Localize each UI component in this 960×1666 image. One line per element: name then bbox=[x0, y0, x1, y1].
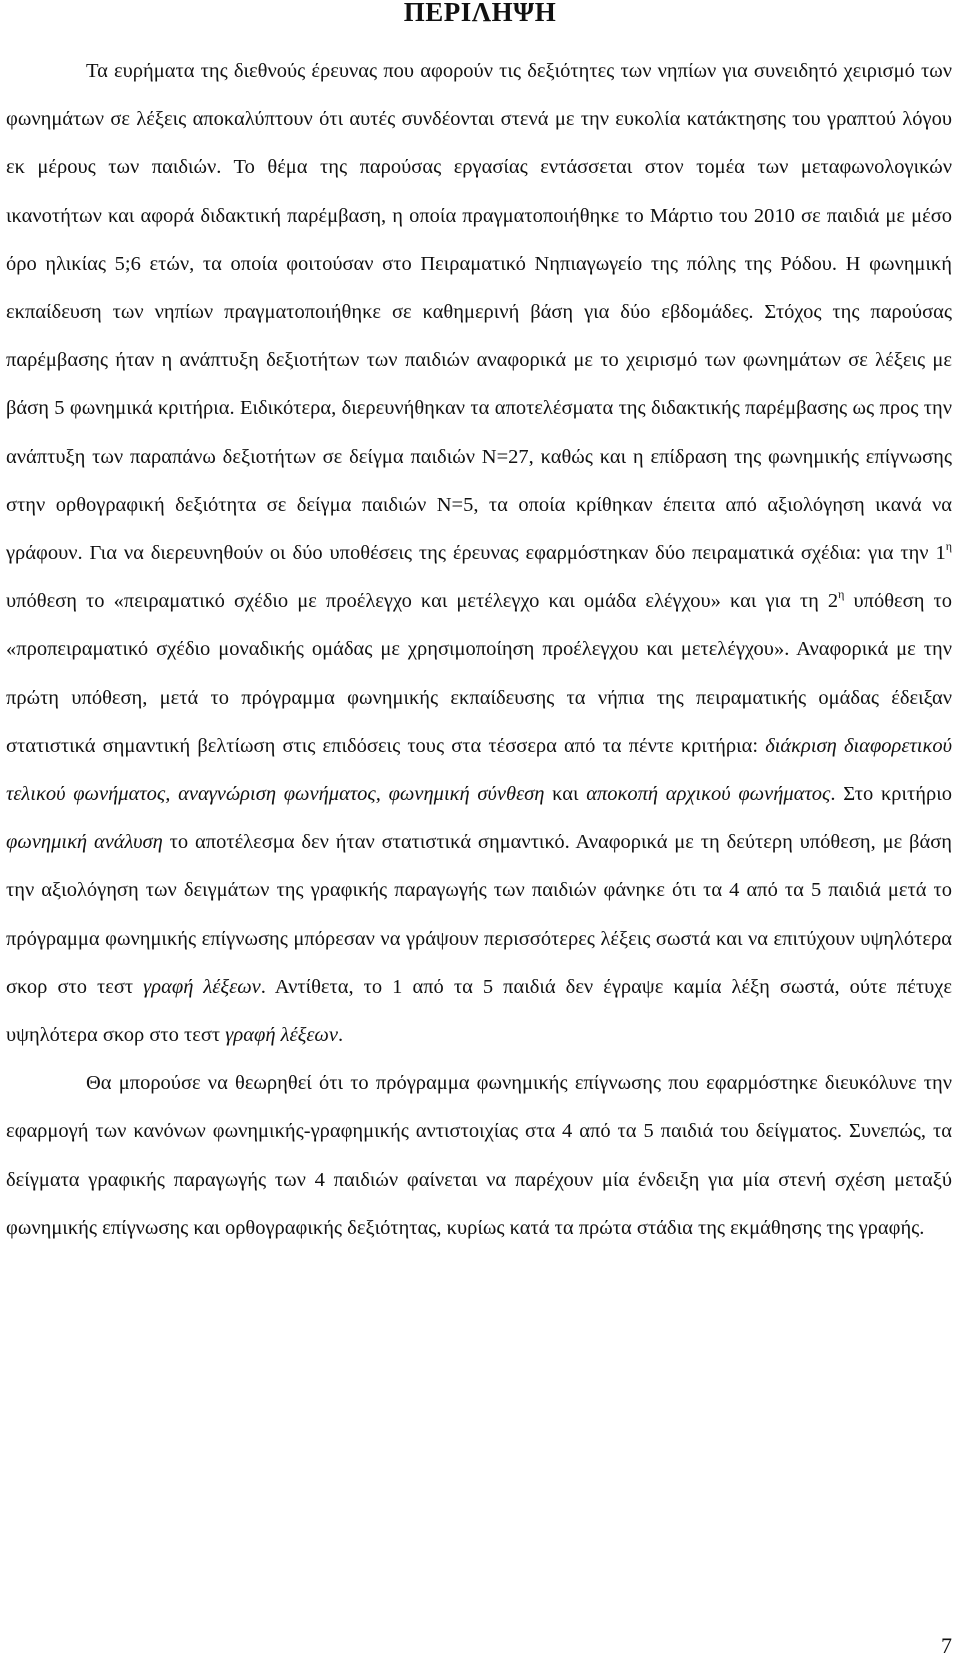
page-number: 7 bbox=[941, 1633, 952, 1658]
abstract-body bbox=[6, 47, 952, 1252]
text-run: . Αντίθετα, το 1 από τα 5 παιδιά δεν έγραψε καμία λέξη σωστά, ούτε πέτυχε υψηλότερα σκορ στο τεστ bbox=[6, 975, 952, 1047]
text-run: και bbox=[544, 783, 587, 806]
text-run: υπόθεση το «προπειραματικό σχέδιο μοναδικής ομάδας με χρησιμοποίηση προέλεγχου και μετελέγχου». Αναφορικά με την πρώτη υπόθεση, μετά το πρόγραμμα φωνημικής εκπαίδευσης τα νήπια της πειραματικής ομάδας έδειξαν στατιστικά σημαντική βελτίωση στις επιδόσεις τους στα τέσσερα από τα πέντε κριτήρια: bbox=[6, 590, 952, 757]
text-run: υπόθεση το «πειραματικό σχέδιο με προέλεγχο και μετέλεγχο και ομάδα ελέγχου» και για τη 2 bbox=[6, 590, 839, 613]
italic-term: διάκριση διαφορετικού τελικού φωνήματος, αναγνώριση φωνήματος, φωνημική σύνθεση bbox=[6, 734, 952, 806]
page-title: ΠΕΡΙΛΗΨΗ bbox=[403, 0, 557, 27]
italic-term: γραφή λέξεων bbox=[143, 975, 261, 998]
superscript: η bbox=[838, 587, 845, 602]
italic-term: φωνημική ανάλυση bbox=[6, 831, 163, 854]
italic-term: γραφή λέξεων bbox=[225, 1024, 338, 1047]
abstract-paragraph-1 bbox=[6, 47, 952, 1059]
text-run: το αποτέλεσμα δεν ήταν στατιστικά σημαντικό. Αναφορικά με τη δεύτερη υπόθεση, με βάση την αξιολόγηση των δειγμάτων της γραφικής παραγωγής των παιδιών φάνηκε ότι τα 4 από τα 5 παιδιά μετά το πρόγραμμα φωνημικής επίγνωσης μπόρεσαν να γράψουν περισσότερες λέξεις σωστά και να επιτύχουν υψηλότερα σκορ στο τεστ bbox=[6, 831, 952, 998]
text-run: . bbox=[338, 1024, 344, 1047]
superscript: η bbox=[945, 539, 952, 554]
text-run: . Στο κριτήριο bbox=[830, 783, 953, 806]
abstract-paragraph-2: Θα μπορούσε να θεωρηθεί ότι το πρόγραμμα φωνημικής επίγνωσης που εφαρμόστηκε διευκόλυνε την εφαρμογή των κανόνων φωνημικής-γραφημικής αντιστοιχίας στα 4 από τα 5 παιδιά του δείγματος. Συνεπώς, τα δείγματα γραφικής παραγωγής των 4 παιδιών φαίνεται να παρέχουν μία ένδειξη για μία στενή σχέση μεταξύ φωνημικής επίγνωσης και ορθογραφικής δεξιότητας, κυρίως κατά τα πρώτα στάδια της εκμάθησης της γραφής. bbox=[6, 1072, 952, 1239]
text-run: Τα ευρήματα της διεθνούς έρευνας που αφορούν τις δεξιότητες των νηπίων για συνειδητό χειρισμό των φωνημάτων σε λέξεις αποκαλύπτουν ότι αυτές συνδέονται στενά με την ευκολία κατάκτησης του γραπτού λόγου εκ μέρους των παιδιών. Το θέμα της παρούσας εργασίας εντάσσεται στον τομέα των μεταφωνολογικών ικανοτήτων και αφορά διδακτική παρέμβαση, η οποία πραγματοποιήθηκε το Μάρτιο του 2010 σε παιδιά με μέσο όρο ηλικίας 5;6 ετών, τα οποία φοιτούσαν στο Πειραματικό Νηπιαγωγείο της πόλης της Ρόδου. Η φωνημική εκπαίδευση των νηπίων πραγματοποιήθηκε σε καθημερινή βάση για δύο εβδομάδες. Στόχος της παρούσας παρέμβασης ήταν η ανάπτυξη δεξιοτήτων των παιδιών αναφορικά με το χειρισμό των φωνημάτων σε λέξεις με βάση 5 φωνημικά κριτήρια. Ειδικότερα, διερευνήθηκαν τα αποτελέσματα της διδακτικής παρέμβασης ως προς την ανάπτυξη των παραπάνω δεξιοτήτων σε δείγμα παιδιών Ν=27, καθώς και η επίδραση της φωνημικής επίγνωσης στην ορθογραφική δεξιότητα σε δείγμα παιδιών Ν=5, τα οποία κρίθηκαν έπειτα από αξιολόγηση ικανά να γράφουν. Για να διερευνηθούν οι δύο υποθέσεις της έρευνας εφαρμόστηκαν δύο πειραματικά σχέδια: για την 1 bbox=[6, 60, 952, 565]
italic-term: αποκοπή αρχικού φωνήματος bbox=[586, 783, 831, 806]
